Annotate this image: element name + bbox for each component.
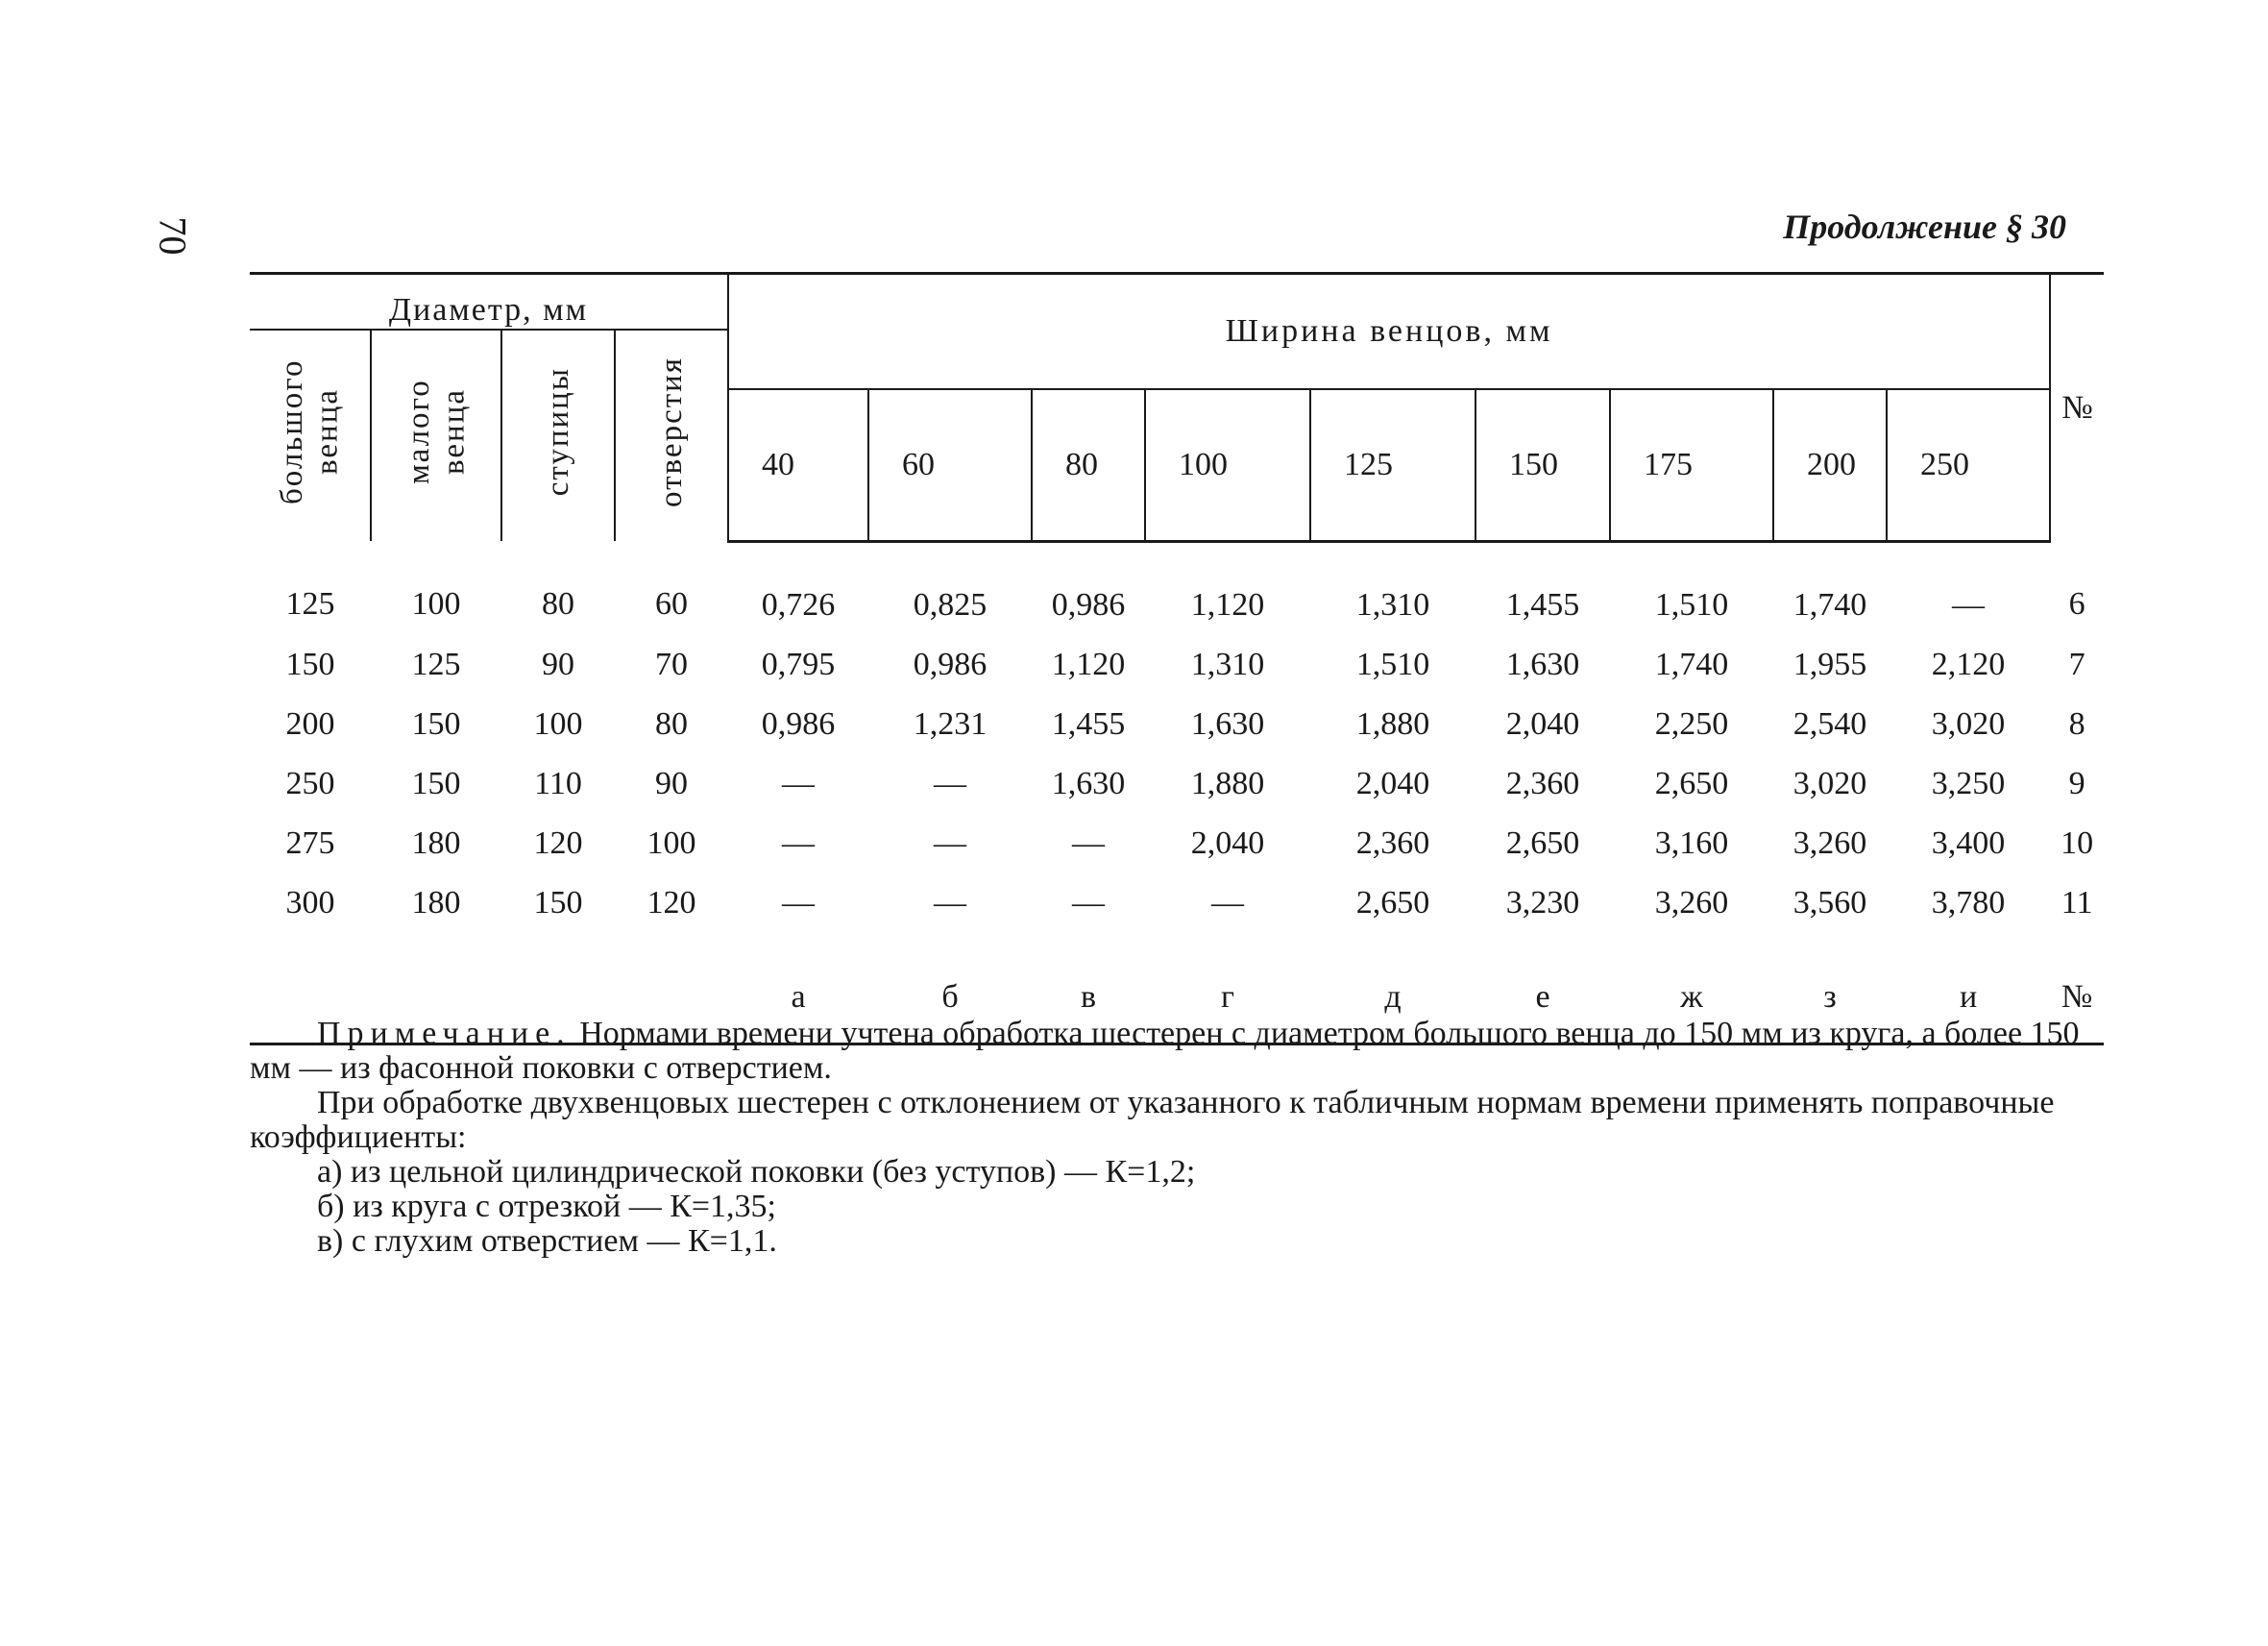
- cell-big-ring: 150: [285, 646, 335, 682]
- cell-small-ring: 100: [411, 585, 461, 622]
- cell-value: 2,040: [1355, 765, 1430, 801]
- width-col-header: 80: [1032, 389, 1145, 542]
- cell-value: 1,510: [1654, 586, 1729, 623]
- column-letter: д: [1310, 933, 1475, 1044]
- cell-value: 1,630: [1190, 705, 1265, 742]
- letters-number-label: №: [2050, 933, 2104, 1044]
- cell-value: —: [782, 765, 816, 801]
- col-header-small-ring: малого венца: [371, 330, 501, 541]
- width-group-header: Ширина венцов, мм: [728, 274, 2050, 389]
- table-row: [250, 695, 2104, 754]
- cell-bore: 80: [655, 705, 688, 742]
- cell-value: 2,250: [1654, 705, 1729, 742]
- cell-row-number: 9: [2068, 765, 2085, 801]
- norms-table-container: [250, 272, 2104, 1045]
- norms-table: [250, 272, 2104, 1045]
- cell-value: —: [1072, 884, 1106, 921]
- cell-big-ring: 200: [285, 705, 335, 742]
- cell-value: 3,780: [1931, 884, 2006, 921]
- cell-bore: 70: [655, 646, 688, 682]
- cell-small-ring: 150: [411, 705, 461, 742]
- width-col-header: 125: [1310, 389, 1475, 542]
- table-row: [250, 814, 2104, 873]
- cell-value: 1,630: [1051, 765, 1126, 801]
- cell-bore: 120: [646, 884, 696, 921]
- cell-value: 1,955: [1792, 646, 1867, 682]
- cell-row-number: 11: [2061, 884, 2093, 921]
- cell-value: 1,120: [1051, 646, 1126, 682]
- cell-row-number: 8: [2068, 705, 2085, 742]
- cell-value: 1,740: [1792, 586, 1867, 623]
- width-col-header: 40: [728, 389, 868, 542]
- cell-value: —: [782, 824, 816, 861]
- cell-value: —: [934, 824, 967, 861]
- cell-value: 2,040: [1190, 824, 1265, 861]
- column-letter: в: [1032, 933, 1145, 1044]
- cell-value: 2,120: [1931, 646, 2006, 682]
- diameter-group-header: Диаметр, мм: [250, 274, 728, 331]
- cell-big-ring: 300: [285, 884, 335, 921]
- cell-small-ring: 180: [411, 884, 461, 921]
- col-header-hub: ступицы: [501, 330, 615, 541]
- column-letter: г: [1145, 933, 1310, 1044]
- cell-value: 1,310: [1355, 586, 1430, 623]
- table-row: [250, 541, 2104, 635]
- width-col-header: 250: [1887, 389, 2050, 542]
- page-number: 70: [151, 216, 195, 256]
- cell-value: —: [934, 765, 967, 801]
- note-item-c: в) с глухим отверстием — К=1,1.: [317, 1223, 777, 1259]
- col-header-big-ring: большого венца: [250, 330, 371, 541]
- cell-value: —: [1952, 586, 1986, 623]
- cell-value: 1,455: [1051, 705, 1126, 742]
- column-letter: е: [1475, 933, 1610, 1044]
- column-letter: з: [1773, 933, 1887, 1044]
- cell-small-ring: 150: [411, 765, 461, 801]
- col-header-bore: отверстия: [615, 330, 728, 541]
- cell-value: 3,560: [1792, 884, 1867, 921]
- note-item-a: а) из цельной цилиндрической поковки (без уступов) — К=1,2;: [317, 1154, 1196, 1190]
- cell-value: 3,160: [1654, 824, 1729, 861]
- width-col-header: 150: [1475, 389, 1610, 542]
- cell-value: 0,986: [1051, 586, 1126, 623]
- cell-value: 2,540: [1792, 705, 1867, 742]
- width-col-header: 100: [1145, 389, 1310, 542]
- cell-value: 1,880: [1190, 765, 1265, 801]
- column-letter: а: [728, 933, 868, 1044]
- cell-bore: 60: [655, 585, 688, 622]
- cell-big-ring: 125: [285, 585, 335, 622]
- cell-value: —: [934, 884, 967, 921]
- cell-small-ring: 180: [411, 824, 461, 861]
- cell-value: 0,986: [761, 705, 836, 742]
- cell-value: 1,231: [913, 705, 988, 742]
- cell-value: 0,795: [761, 646, 836, 682]
- row-number-header: №: [2050, 274, 2104, 542]
- note-item-b: б) из круга с отрезкой — К=1,35;: [317, 1189, 776, 1224]
- column-letter: б: [868, 933, 1032, 1044]
- cell-hub: 110: [534, 765, 582, 801]
- cell-value: 3,260: [1654, 884, 1729, 921]
- cell-value: 2,650: [1355, 884, 1430, 921]
- continuation-heading: Продолжение § 30: [1783, 208, 2066, 246]
- cell-value: 3,260: [1792, 824, 1867, 861]
- table-row: [250, 873, 2104, 933]
- cell-row-number: 7: [2068, 646, 2085, 682]
- cell-value: 2,650: [1654, 765, 1729, 801]
- cell-value: —: [1072, 824, 1106, 861]
- column-letter: и: [1887, 933, 2050, 1044]
- cell-value: 2,040: [1505, 705, 1580, 742]
- cell-value: 0,986: [913, 646, 988, 682]
- cell-row-number: 6: [2068, 585, 2085, 622]
- cell-hub: 150: [533, 884, 583, 921]
- cell-value: 3,020: [1931, 705, 2006, 742]
- cell-value: 1,630: [1505, 646, 1580, 682]
- cell-value: 2,360: [1355, 824, 1430, 861]
- note-label: Примечание.: [317, 1016, 572, 1051]
- cell-big-ring: 250: [285, 765, 335, 801]
- note-text-1: Нормами времени учтена обработка шестерен с диаметром большого венца до 150 мм из круга, а более 150 мм — из фасонной поковки с отверстием.: [250, 1016, 2080, 1086]
- cell-value: 1,740: [1654, 646, 1729, 682]
- cell-row-number: 10: [2061, 824, 2094, 861]
- cell-bore: 90: [655, 765, 688, 801]
- note-paragraph-1: [250, 1017, 2104, 1086]
- column-letter: ж: [1610, 933, 1773, 1044]
- cell-hub: 120: [533, 824, 583, 861]
- cell-value: 3,250: [1931, 765, 2006, 801]
- cell-hub: 80: [542, 585, 574, 622]
- cell-value: 1,310: [1190, 646, 1265, 682]
- table-row: [250, 635, 2104, 695]
- cell-value: 3,230: [1505, 884, 1580, 921]
- cell-value: 1,880: [1355, 705, 1430, 742]
- width-col-header: 60: [868, 389, 1032, 542]
- width-col-header: 175: [1610, 389, 1773, 542]
- cell-value: 3,400: [1931, 824, 2006, 861]
- width-col-header: 200: [1773, 389, 1887, 542]
- cell-bore: 100: [646, 824, 696, 861]
- cell-small-ring: 125: [411, 646, 461, 682]
- cell-value: 1,510: [1355, 646, 1430, 682]
- cell-value: 2,650: [1505, 824, 1580, 861]
- cell-value: 3,020: [1792, 765, 1867, 801]
- note-block: [250, 1016, 2104, 1259]
- cell-value: —: [1211, 884, 1245, 921]
- note-paragraph-2: При обработке двухвенцовых шестерен с отклонением от указанного к табличным нормам времени применять поправочные коэффициенты:: [250, 1085, 2055, 1155]
- cell-hub: 100: [533, 705, 583, 742]
- cell-value: 0,726: [761, 586, 836, 623]
- cell-big-ring: 275: [285, 824, 335, 861]
- cell-value: 0,825: [913, 586, 988, 623]
- cell-value: 2,360: [1505, 765, 1580, 801]
- cell-value: 1,120: [1190, 586, 1265, 623]
- cell-value: —: [782, 884, 816, 921]
- table-row: [250, 754, 2104, 814]
- cell-hub: 90: [542, 646, 574, 682]
- cell-value: 1,455: [1505, 586, 1580, 623]
